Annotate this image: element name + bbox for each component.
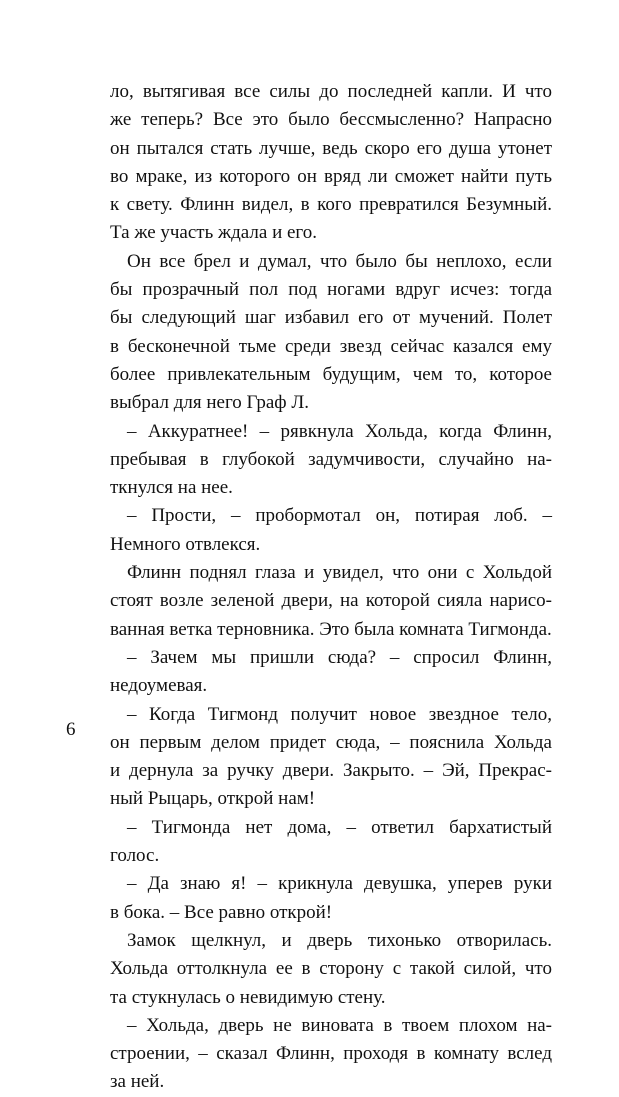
text-line: бы прозрачный пол под ногами вдруг исчез: тогда [110,279,552,301]
text-line: во мраке, из которого он вряд ли сможет найти путь [110,165,552,187]
text-line: Хольда оттолкнула ее в сторону с такой силой, что [110,958,552,980]
text-line: за ней. [110,1071,165,1093]
text-line: в бесконечной тьме среди звезд сейчас казался ему [110,335,552,357]
text-line: же теперь? Все это было бессмысленно? Напрасно [110,109,552,131]
text-line: недоумевая. [110,675,208,697]
text-line: – Да знаю я! – крикнула девушка, уперев руки [127,873,552,895]
text-line: – Зачем мы пришли сюда? – спросил Флинн, [127,646,552,668]
text-line: – Когда Тигмонд получит новое звездное тело, [127,703,552,725]
text-line: в бока. – Все равно открой! [110,901,333,923]
text-line: ванная ветка терновника. Это была комната Тигмонда. [110,618,552,640]
text-line: стоят возле зеленой двери, на которой сияла нарисо- [110,590,552,612]
text-line: Та же участь ждала и его. [110,222,317,244]
text-line: и дернула за ручку двери. Закрыто. – Эй, Прекрас- [110,760,552,782]
text-line: – Прости, – пробормотал он, потирая лоб. – [127,505,552,527]
text-line: – Хольда, дверь не виновата в твоем плохом на- [127,1014,552,1036]
text-line: Флинн поднял глаза и увидел, что они с Хольдой [127,562,552,584]
text-line: ный Рыцарь, открой нам! [110,788,316,810]
text-line: выбрал для него Граф Л. [110,392,309,414]
text-line: Он все брел и думал, что было бы неплохо, если [127,250,552,272]
text-line: ло, вытягивая все силы до последней капли. И что [110,81,552,102]
text-line: – Тигмонда нет дома, – ответил бархатистый [127,816,552,838]
text-line: – Аккуратнее! – рявкнула Хольда, когда Флинн, [127,420,552,442]
text-line: голос. [110,845,160,867]
body-text [110,78,552,1097]
text-line: он первым делом придет сюда, – пояснила Хольда [110,731,552,753]
text-line: он пытался стать лучше, ведь скоро его душа утонет [110,137,552,159]
text-line: ткнулся на нее. [110,477,233,499]
text-line: та стукнулась о невидимую стену. [110,986,386,1008]
page-number: 6 [66,719,76,740]
text-line: Немного отвлекся. [110,533,261,555]
text-line: более привлекательным будущим, чем то, которое [110,363,552,385]
text-line: Замок щелкнул, и дверь тихонько отворилась. [127,929,552,951]
text-line: пребывая в глубокой задумчивости, случайно на- [110,448,552,470]
text-line: бы следующий шаг избавил его от мучений. Полет [110,307,552,329]
text-line: к свету. Флинн видел, в кого превратился Безумный. [110,194,552,216]
text-line: строении, – сказал Флинн, проходя в комнату вслед [110,1043,552,1065]
